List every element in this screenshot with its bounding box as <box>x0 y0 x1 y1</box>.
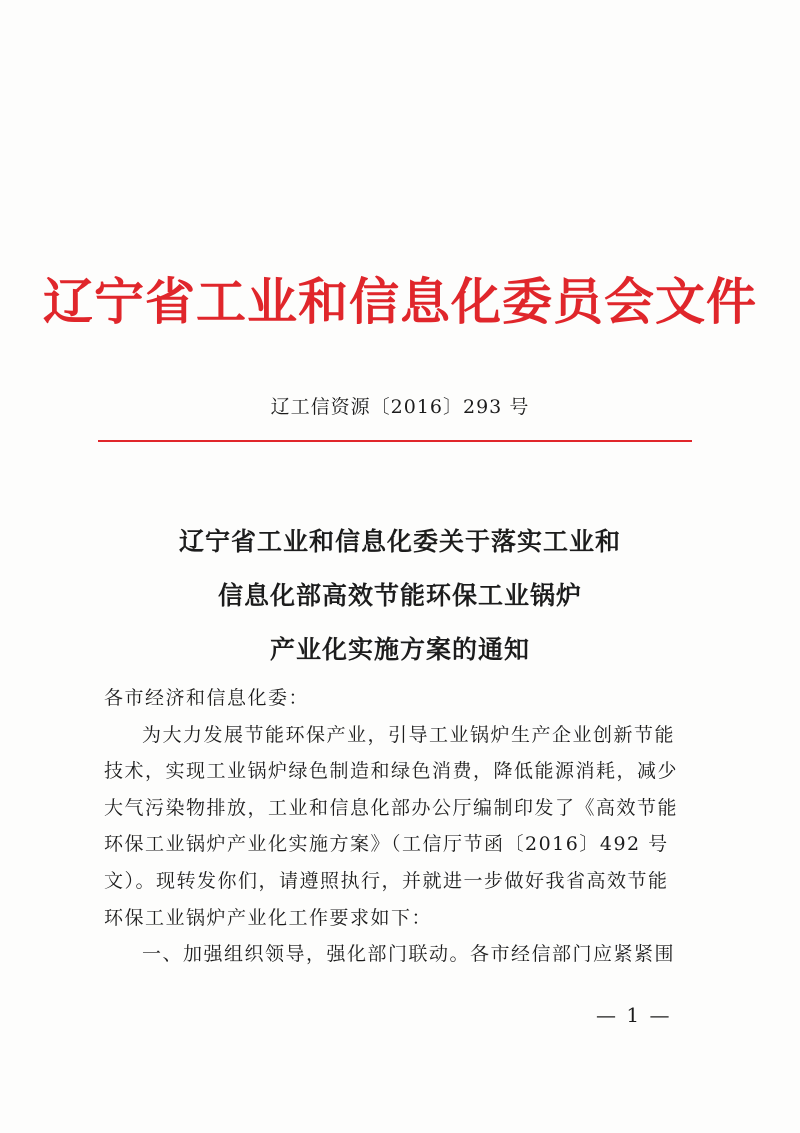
red-separator-line <box>98 440 692 442</box>
body-line: 为大力发展节能环保产业，引导工业锅炉生产企业创新节能 <box>142 723 676 746</box>
body-line: 文）。现转发你们，请遵照执行，并就进一步做好我省高效节能 <box>104 869 669 892</box>
body-line: 环保工业锅炉产业化工作要求如下： <box>104 906 433 929</box>
document-title <box>0 515 800 677</box>
title-line: 信息化部高效节能环保工业锅炉 <box>217 581 582 610</box>
issuing-authority-header: 辽宁省工业和信息化委员会文件 <box>43 272 757 331</box>
body-line: 大气污染物排放，工业和信息化部办公厅编制印发了《高效节能 <box>104 796 679 819</box>
document-body <box>104 680 688 973</box>
salutation: 各市经济和信息化委： <box>104 687 310 709</box>
body-line: 环保工业锅炉产业化实施方案》（工信厅节函〔2016〕492 号 <box>104 833 669 856</box>
title-line: 产业化实施方案的通知 <box>269 635 530 664</box>
document-number: 辽工信资源〔2016〕293 号 <box>270 396 530 418</box>
body-line: 技术，实现工业锅炉绿色制造和绿色消费，降低能源消耗，减少 <box>104 760 679 783</box>
page-number: — 1 — <box>596 1003 672 1027</box>
title-line: 辽宁省工业和信息化委关于落实工业和 <box>178 527 621 556</box>
body-line: 一、加强组织领导，强化部门联动。各市经信部门应紧紧围 <box>142 943 676 966</box>
